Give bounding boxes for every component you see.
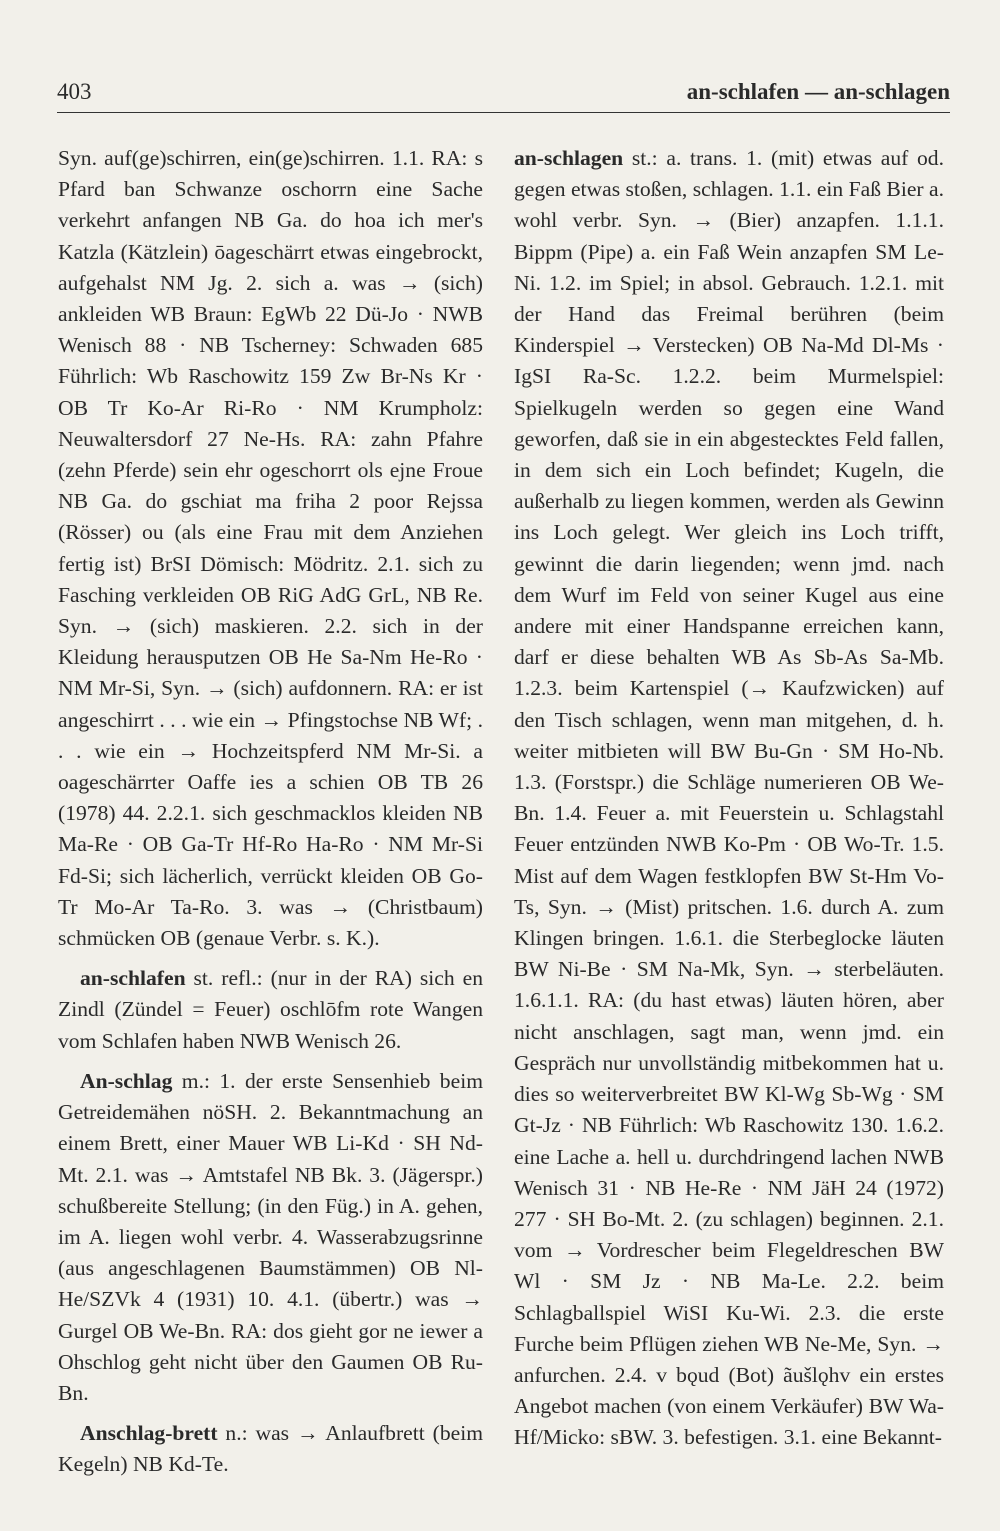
running-head: [57, 79, 950, 115]
right-column: [514, 143, 944, 1454]
entry-text: m.: 1. der erste Sensenhieb beim Getreidemähen nöSH. 2. Bekanntmachung an einem Brett, einer Mauer WB Li-Kd · SH Nd-Mt. 2.1. was → Amtstafel NB Bk. 3. (Jägerspr.) schußbereite Stellung; (in den Füg.) in A. gehen, im A. liegen wohl verbr. 4. Wasserabzugsrinne (aus angeschlagenen Baumstämmen) OB Nl-He/SZVk 4 (1931) 10. 4.1. (übertr.) was → Gurgel OB We-Bn. RA: dos gieht gor ne iewer a Ohschlog geht nicht über den Gaumen OB Ru-Bn.: [58, 1068, 483, 1405]
entry-an-schlafen: [58, 963, 483, 1057]
entry-lemma: Anschlag-brett: [80, 1421, 218, 1446]
running-headwords: an-schlafen — an-schlagen: [686, 79, 950, 104]
entry-an-schlag: [58, 1066, 483, 1409]
page-number: 403: [57, 79, 92, 104]
entry-lemma: An-schlag: [80, 1068, 173, 1093]
left-column: [58, 143, 483, 1481]
entry-anschlag-brett: [58, 1418, 483, 1480]
entry-lemma: an-schlagen: [514, 146, 624, 170]
entry-text: n.: was → Anlaufbrett (beim Kegeln) NB Kd-Te.: [58, 1421, 483, 1477]
entry-continuation: Syn. auf(ge)schirren, ein(ge)schirren. 1.1. RA: s Pfard ban Schwanze oschorrn eine Sache verkehrt anfangen NB Ga. do hoa ich mer's Katzla (Kätzlein) ōageschärrt etwas eingebrockt, aufgehalst NM Jg. 2. sich a. was → (sich) ankleiden WB Braun: EgWb 22 Dü-Jo · NWB Wenisch 88 · NB Tscherney: Schwaden 685 Führlich: Wb Raschowitz 159 Zw Br-Ns Kr · OB Tr Ko-Ar Ri-Ro · NM Krumpholz: Neuwaltersdorf 27 Ne-Hs. RA: zahn Pfahre (zehn Pferde) sein ehr ogeschorrt ols ejne Froue NB Ga. do gschiat ma friha 2 poor Rejssa (Rösser) ou (als eine Frau mit dem Anziehen fertig ist) BrSI Dömisch: Mödritz. 2.1. sich zu Fasching verkleiden OB RiG AdG GrL, NB Re. Syn. → (sich) maskieren. 2.2. sich in der Kleidung herausputzen OB He Sa-Nm He-Ro · NM Mr-Si, Syn. → (sich) aufdonnern. RA: er ist angeschirrt . . . wie ein → Pfingstochse NB Wf; . . . wie ein → Hochzeitspferd NM Mr-Si. a oageschärrter Oaffe ies a schien OB TB 26 (1978) 44. 2.2.1. sich geschmacklos kleiden NB Ma-Re · OB Ga-Tr Hf-Ro Ha-Ro · NM Mr-Si Fd-Si; sich lächerlich, verrückt kleiden OB Go-Tr Mo-Ar Ta-Ro. 3. was → (Christbaum) schmücken OB (genaue Verbr. s. K.).: [58, 146, 483, 951]
entry-text: st. refl.: (nur in der RA) sich en Zindl (Zündel = Feuer) oschlōfm rote Wangen vom Schlafen haben NWB Wenisch 26.: [58, 966, 483, 1053]
entry-lemma: an-schlafen: [80, 966, 186, 991]
header-rule: [57, 112, 950, 113]
entry-text: st.: a. trans. 1. (mit) etwas auf od. gegen etwas stoßen, schlagen. 1.1. ein Faß Bier a. wohl verbr. Syn. → (Bier) anzapfen. 1.1.1. Bippm (Pipe) a. ein Faß Wein anzapfen SM Le-Ni. 1.2. im Spiel; in absol. Gebrauch. 1.2.1. mit der Hand das Freimal berühren (beim Kinderspiel → Verstecken) OB Na-Md Dl-Ms · IgSI Ra-Sc. 1.2.2. beim Murmelspiel: Spielkugeln werden so gegen eine Wand geworfen, daß sie in ein abgestecktes Feld fallen, in dem sich ein Loch befindet; Kugeln, die außerhalb zu liegen kommen, werden als Gewinn ins Loch gelegt. Wer gleich ins Loch trifft, gewinnt die darin liegenden; wenn jmd. nach dem Wurf im Feld von seiner Kugel aus eine andere mit einer Handspanne erreichen kann, darf er diese behalten WB As Sb-As Sa-Mb. 1.2.3. beim Kartenspiel (→ Kaufzwicken) auf den Tisch schlagen, wenn man mitgehen, d. h. weiter mitbieten will BW Bu-Gn · SM Ho-Nb. 1.3. (Forstspr.) die Schläge numerieren OB We-Bn. 1.4. Feuer a. mit Feuerstein u. Schlagstahl Feuer entzünden NWB Ko-Pm · OB Wo-Tr. 1.5. Mist auf dem Wagen festklopfen BW St-Hm Vo-Ts, Syn. → (Mist) pritschen. 1.6. durch A. zum Klingen bringen. 1.6.1. die Sterbeglocke läuten BW Ni-Be · SM Na-Mk, Syn. → sterbeläuten. 1.6.1.1. RA: (du hast etwas) läuten hören, aber nicht anschlagen, sagt man, wenn jmd. ein Gespräch nur unvollständig mitbekommen hat u. dies so weiterverbreitet BW Kl-Wg Sb-Wg · SM Gt-Jz · NB Führlich: Wb Raschowitz 130. 1.6.2. eine Lache a. hell u. durchdringend lachen NWB Wenisch 31 · NB He-Re · NM JäH 24 (1972) 277 · SH Bo-Mt. 2. (zu schlagen) beginnen. 2.1. vom → Vordrescher beim Flegeldreschen BW Wl · SM Jz · NB Ma-Le. 2.2. beim Schlagballspiel WiSI Ku-Wi. 2.3. die erste Furche beim Pflügen ziehen WB Ne-Me, Syn. → anfurchen. 2.4. v bǫud (Bot) ãušlǫhv ein erstes Angebot machen (von einem Verkäufer) BW Wa-Hf/Micko: sBW. 3. befestigen. 3.1. eine Bekannt-: [514, 146, 944, 1450]
entry-an-schlagen: [514, 143, 944, 1454]
